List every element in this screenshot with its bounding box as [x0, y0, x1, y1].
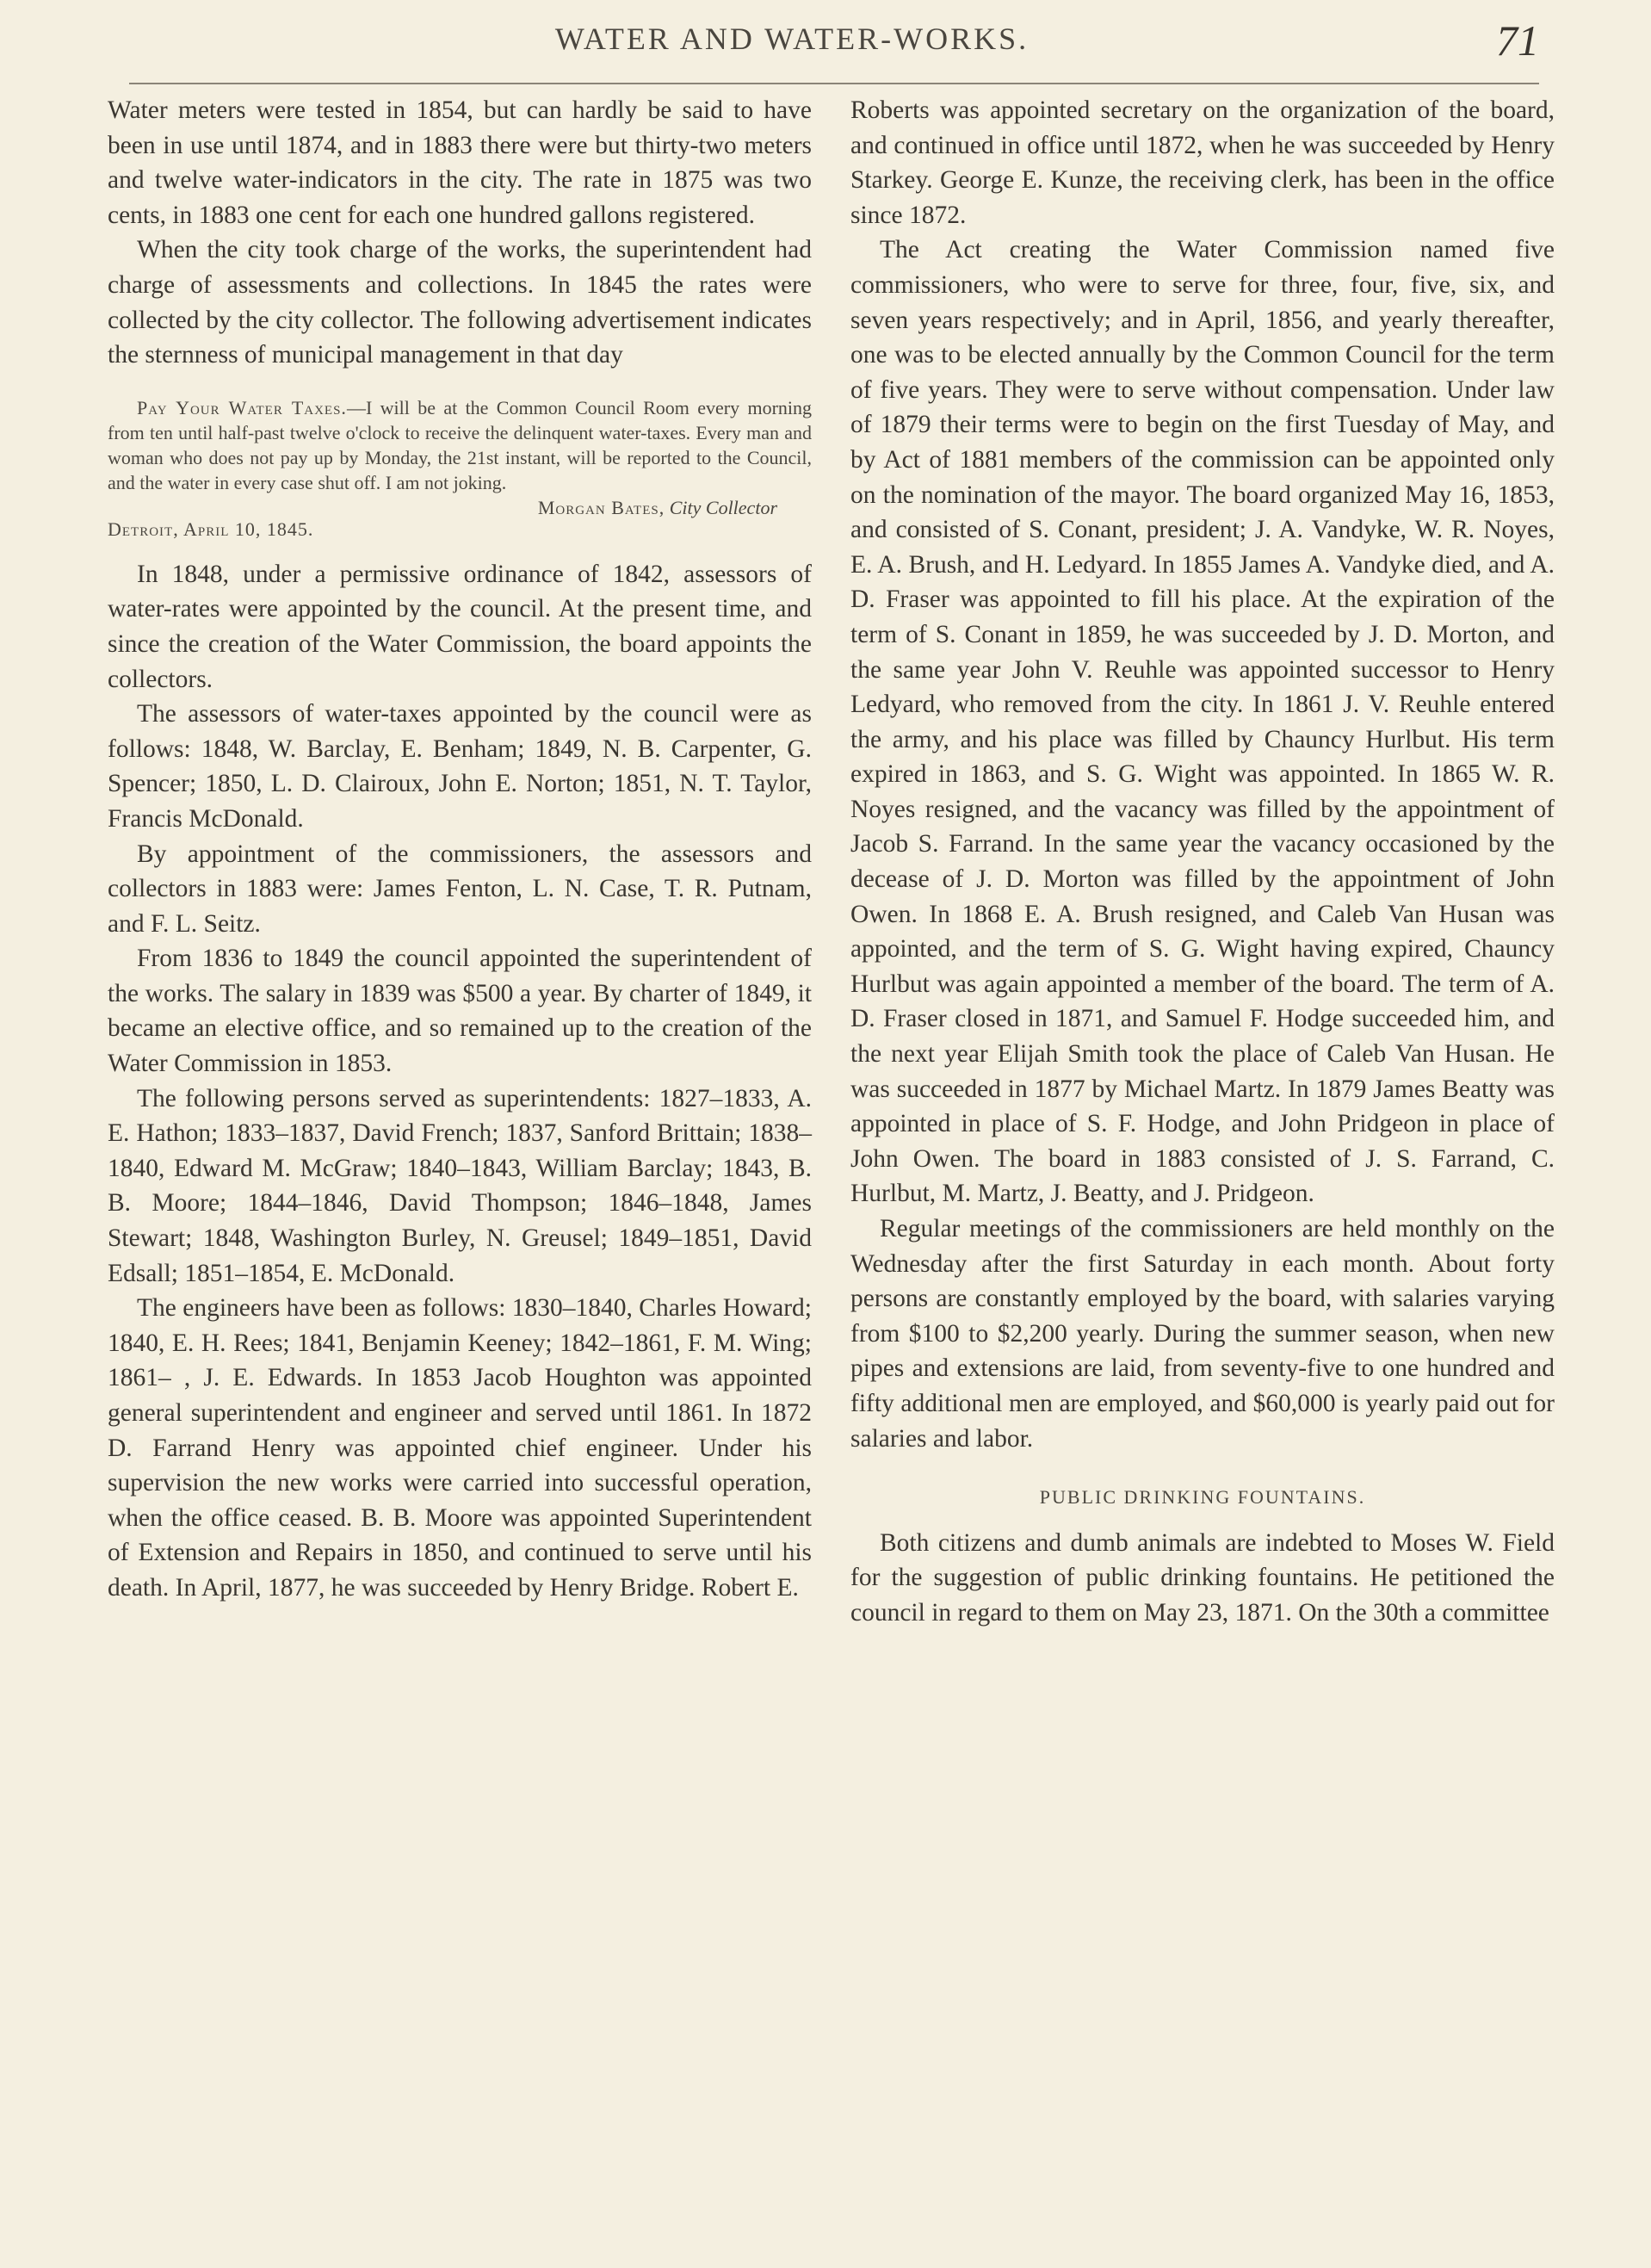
- paragraph-engineers: The engineers have been as follows: 1830–1840, Charles Howard; 1840, E. H. Rees; 1841, Benjamin Keeney; 1842–1861, F. M. Wing; 1861– , J. E. Edwards. In 1853 Jacob Houghton was appointed general superintendent and engineer and served until 1861. In 1872 D. Farrand Henry was appointed chief engineer. Under his supervision the new works were carried into successful operation, when the office ceased. B. B. Moore was appointed Superintendent of Extension and Repairs in 1850, and continued to serve until his death. In April, 1877, he was succeeded by Henry Bridge. Robert E.: [108, 1294, 812, 1602]
- paragraph-meetings: Regular meetings of the commissioners are held monthly on the Wednesday after the first Saturday in each month. About forty persons are constantly employed by the board, with salaries varying from $100 to $2,200 yearly. During the summer season, when new pipes and extensions are laid, from seventy-five to one hundred and fifty additional men are employed, and $60,000 is yearly paid out for salaries and labor.: [850, 1215, 1555, 1453]
- section-heading-fountains: PUBLIC DRINKING FOUNTAINS.: [1039, 1486, 1366, 1509]
- notice-dateline: Detroit, April 10, 1845.: [108, 517, 314, 540]
- signer-title: City Collector: [669, 496, 777, 518]
- paragraph-fountains: Both citizens and dumb animals are indebted to Moses W. Field for the suggestion of public drinking fountains. He petitioned the council in regard to them on May 23, 1871. On the 30th a committee: [850, 1528, 1555, 1627]
- paragraph-collections: When the city took charge of the works, the superintendent had charge of assessments and collections. In 1845 the rates were collected by the city collector. The following advertisement indicates the sternness of municipal management in that day: [108, 236, 812, 369]
- paragraph-assessors-1848: In 1848, under a permissive ordinance of 1842, assessors of water-rates were appointed by the council. At the present time, and since the creation of the Water Commission, the board appoints the collectors.: [108, 560, 812, 693]
- running-title: WATER AND WATER-WORKS.: [554, 22, 1030, 56]
- paragraph-superintendents-list: The following persons served as superintendents: 1827–1833, A. E. Hathon; 1833–1837, David French; 1837, Sanford Brittain; 1838–1840, Edward M. McGraw; 1840–1843, William Barclay; 1843, B. B. Moore; 1844–1846, David Thompson; 1846–1848, James Stewart; 1848, Washington Burley, N. Greusel; 1849–1851, David Edsall; 1851–1854, E. McDonald.: [108, 1084, 812, 1287]
- paragraph-commission-act: The Act creating the Water Commission named five commissioners, who were to serve for three, four, five, six, and seven years respectively; and in April, 1856, and yearly thereafter, one was to be elected annually by the Common Council for the term of five years. They were to serve without compensation. Under law of 1879 their terms were to begin on the first Tuesday of May, and by Act of 1881 members of the commission can be appointed only on the nomination of the mayor. The board organized May 16, 1853, and consisted of S. Conant, president; J. A. Vandyke, W. R. Noyes, E. A. Brush, and H. Ledyard. In 1855 James A. Vandyke died, and A. D. Fraser was appointed to fill his place. At the expiration of the term of S. Conant in 1859, he was succeeded by J. D. Morton, and the same year John V. Reuhle was appointed successor to Henry Ledyard, who removed from the city. In 1861 J. V. Reuhle entered the army, and his place was filled by Chauncy Hurlbut. His term expired in 1863, and S. G. Wight was appointed. In 1865 W. R. Noyes resigned, and the vacancy was filled by the appointment of Jacob S. Farrand. In the same year the vacancy occasioned by the decease of J. D. Morton was filled by the appointment of John Owen. In 1868 E. A. Brush resigned, and Caleb Van Husan was appointed, and the term of S. G. Wight having expired, Chauncy Hurlbut was again appointed a member of the board. The term of A. D. Fraser closed in 1871, and Samuel F. Hodge succeeded him, and the next year Elijah Smith took the place of Caleb Van Husan. He was succeeded in 1877 by Michael Martz. In 1879 James Beatty was appointed in place of S. F. Hodge, and John Pridgeon in place of John Owen. The board in 1883 consisted of J. S. Farrand, C. Hurlbut, M. Martz, J. Beatty, and J. Pridgeon.: [850, 236, 1555, 1208]
- notice-body: —I will be at the Common Council Room every morning from ten until half-past twelve o'clock to receive the delinquent water-taxes. Every man and woman who does not pay up by Monday, the 21st instant, will be reported to the Council, and the water in every case shut off. I am not joking.: [108, 396, 813, 493]
- advertisement-notice: [108, 395, 812, 542]
- paragraph-assessors-1883: By appointment of the commissioners, the assessors and collectors in 1883 were: James Fenton, L. N. Case, T. R. Putnam, and F. L. Seitz.: [108, 840, 812, 938]
- page-number: 71: [1496, 16, 1539, 65]
- paragraph-superintendent-salary: From 1836 to 1849 the council appointed the superintendent of the works. The salary in 1839 was $500 a year. By charter of 1849, it became an elective office, and so remained up to the creation of the Water Commission in 1853.: [108, 945, 812, 1078]
- paragraph-secretaries: Roberts was appointed secretary on the organization of the board, and continued in office until 1872, when he was succeeded by Henry Starkey. George E. Kunze, the receiving clerk, has been in the office since 1872.: [850, 96, 1555, 229]
- paragraph-water-meters: Water meters were tested in 1854, but can hardly be said to have been in use until 1874, and in 1883 there were but thirty-two meters and twelve water-indicators in the city. The rate in 1875 was two cents, in 1883 one cent for each one hundred gallons registered.: [108, 96, 812, 229]
- notice-text: [108, 395, 812, 495]
- paragraph-assessors-list: The assessors of water-taxes appointed by the council were as follows: 1848, W. Barclay, E. Benham; 1849, N. B. Carpenter, G. Spencer; 1850, L. D. Clairoux, John E. Norton; 1851, N. T. Taylor, Francis McDonald.: [108, 700, 812, 833]
- left-column: [108, 93, 812, 1606]
- signer-name: Morgan Bates,: [537, 496, 665, 518]
- running-header: [0, 15, 1651, 67]
- notice-lead: Pay Your Water Taxes.: [137, 396, 347, 418]
- right-column: [850, 93, 1555, 1631]
- header-rule: [129, 83, 1539, 84]
